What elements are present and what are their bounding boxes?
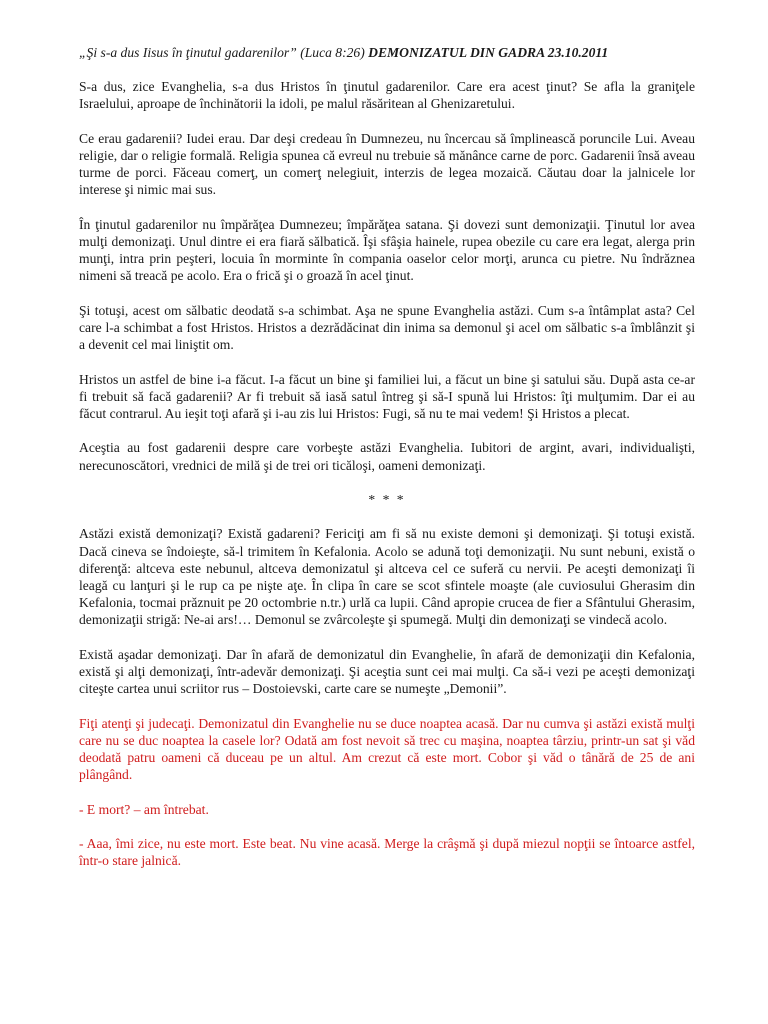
title-reference: (Luca 8:26) [300, 45, 365, 60]
paragraph: Aceştia au fost gadarenii despre care vorbeşte astăzi Evanghelia. Iubitori de argint, avari, individualişti, nerecunoscători, vrednici de milă şi de trei ori ticăloşi, oameni demonizaţi. [79, 440, 695, 473]
title-quote: „Şi s-a dus Iisus în ţinutul gadarenilor” [79, 45, 297, 60]
highlighted-dialogue: - Aaa, îmi zice, nu este mort. Este beat. Nu vine acasă. Merge la crâşmă şi după miezul nopţii se întoarce astfel, într-o stare jalnică. [79, 835, 695, 869]
highlighted-dialogue: - E mort? – am întrebat. [79, 801, 209, 817]
paragraph: În ţinutul gadarenilor nu împărăţea Dumnezeu; împărăţea satana. Şi dovezi sunt demonizaţii. Ţinutul lor avea mulţi demonizaţi. Unul dintre ei era fiară sălbatică. Îşi sfâşia hainele, rupea obezile cu care era legat, alerga prin munţi, intra prin peşteri, locuia în morminte în compania oaselor celor morţi, arunca cu pietre. Nu îndrăznea nimeni să treacă pe acolo. Era o frică şi o groază în acel ţinut. [79, 216, 695, 284]
section-separator: * * * [368, 491, 406, 507]
paragraph: Hristos un astfel de bine i-a făcut. I-a făcut un bine şi familiei lui, a făcut un bine şi satului său. După asta ce-ar fi trebuit să facă gadarenii? Ar fi trebuit să iasă satul întreg şi să-I spună lui Hristos: îţi mulţumim. Dar ei au făcut contrarul. Au ieşit toţi afară şi i-au zis lui Hristos: Fugi, să nu te mai vedem! Şi Hristos a plecat. [79, 371, 695, 421]
paragraph: Şi totuşi, acest om sălbatic deodată s-a schimbat. Aşa ne spune Evanghelia astăzi. Cum s-a întâmplat asta? Cel care l-a schimbat a fost Hristos. Hristos a dezrădăcinat din inima sa demonul şi acel om sălbatic s-a îmblânzit şi a devenit cel mai liniştit om. [79, 302, 695, 353]
paragraph: Astăzi există demonizaţi? Există gadareni? Fericiţi am fi să nu existe demoni şi demonizaţi. Şi totuşi există. Dacă cineva se îndoieşte, să-l trimitem în Kefalonia. Acolo se adună toţi demonizaţii. Nu sunt nebuni, există o diferenţă: altceva este nebunul, altceva demonizatul şi altceva cel ce suferă cu nervii. Pe aceşti demonizaţi îi leagă cu lanţuri şi le rup ca pe nişte aţe. În clipa în care se scot sfintele moaşte (ale cuviosului Gherasim din Kefalonia, tocmai prăznuit pe 20 octombrie n.tr.) urlă ca lupii. Când apropie crucea de fier a Sfântului Gherasim, demonizaţii strigă: Ne-ai ars!… Demonul se zvârcoleşte şi spumegă. Mulţi din demonizaţi se vindecă acolo. [79, 526, 695, 628]
paragraph: S-a dus, zice Evanghelia, s-a dus Hristos în ţinutul gadarenilor. Care era acest ţinut? Se afla la graniţele Israelului, aproape de închinătorii la idoli, pe malul răsăritean al Ghenizaretului. [79, 79, 695, 112]
paragraph: Ce erau gadarenii? Iudei erau. Dar deşi credeau în Dumnezeu, nu încercau să împlinească poruncile Lui. Aveau religie, dar o religie formală. Religia spunea că evreul nu trebuie să mănânce carne de porc. Gadarenii însă aveau turme de porci. Făceau comerţ, un comerţ nelegiuit, interzis de legea mozaică. Căutau doar la jalnicele lor interese şi nimic mai sus. [79, 130, 695, 198]
document-title [79, 44, 695, 61]
paragraph: Există aşadar demonizaţi. Dar în afară de demonizatul din Evanghelie, în afară de demonizaţii din Kefalonia, există şi alţi demonizaţi, într-adevăr demonizaţi. Şi aceştia sunt cei mai mulţi. Ca să-i vezi pe aceşti demonizaţi citeşte cartea unui scriitor rus – Dostoievski, carte care se numeşte „Demonii”. [79, 646, 695, 697]
title-heading: DEMONIZATUL DIN GADRA 23.10.2011 [368, 45, 609, 60]
highlighted-paragraph: Fiţi atenţi şi judecaţi. Demonizatul din Evanghelie nu se duce noaptea acasă. Dar nu cumva şi astăzi există mulţi care nu se duc noaptea la casele lor? Odată am fost nevoit să trec cu maşina, noaptea târziu, printr-un sat şi văd deodată patru oameni că duceau pe un altul. Am crezut că este mort. Cobor şi văd o tânără de 25 de ani plângând. [79, 715, 695, 783]
